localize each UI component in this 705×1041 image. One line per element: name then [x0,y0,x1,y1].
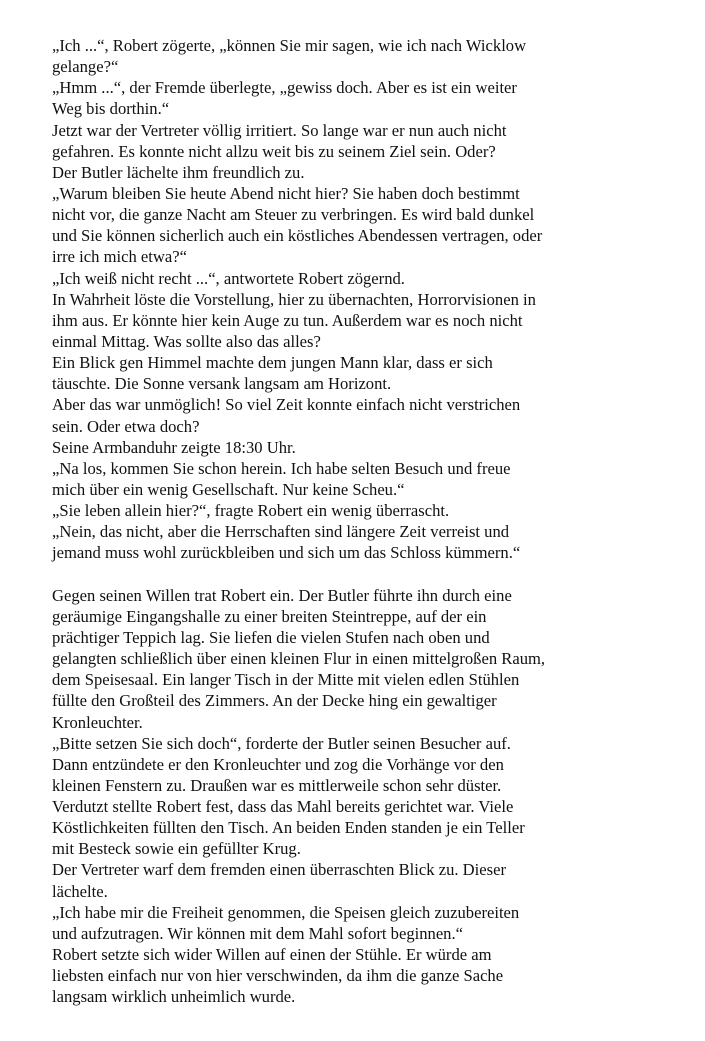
text-line: lächelte. [52,881,108,901]
text-line: Gegen seinen Willen trat Robert ein. Der Butler führte ihn durch eine [52,585,512,605]
text-line: Weg bis dorthin.“ [52,99,170,119]
text-line: langsam wirklich unheimlich wurde. [52,987,296,1007]
text-line: „Warum bleiben Sie heute Abend nicht hier? Sie haben doch bestimmt [52,183,520,203]
text-line: sein. Oder etwa doch? [52,416,200,436]
text-line: gelange?“ [52,57,119,77]
text-line: ihm aus. Er könnte hier kein Auge zu tun. Außerdem war es noch nicht [52,310,523,330]
text-line: Ein Blick gen Himmel machte dem jungen Mann klar, dass er sich [52,353,493,373]
text-line: „Ich ...“, Robert zögerte, „können Sie mir sagen, wie ich nach Wicklow [52,36,527,55]
text-line: Der Vertreter warf dem fremden einen überraschten Blick zu. Dieser [52,860,506,880]
text-line: Dann entzündete er den Kronleuchter und zog die Vorhänge vor den [52,754,504,774]
text-line: gefahren. Es konnte nicht allzu weit bis zu seinem Ziel sein. Oder? [52,141,496,161]
text-line: „Sie leben allein hier?“, fragte Robert ein wenig überrascht. [52,501,450,521]
text-line: täuschte. Die Sonne versank langsam am Horizont. [52,374,392,394]
text-line: Kronleuchter. [52,712,143,732]
text-line: mich über ein wenig Gesellschaft. Nur keine Scheu.“ [52,479,405,499]
text-line: irre ich mich etwa?“ [52,247,187,267]
text-line: Aber das war unmöglich! So viel Zeit konnte einfach nicht verstrichen [52,395,521,415]
text-line: jemand muss wohl zurückbleiben und sich um das Schloss kümmern.“ [52,543,521,563]
text-line: dem Speisesaal. Ein langer Tisch in der Mitte mit vielen edlen Stühlen [52,670,520,690]
text-line: liebsten einfach nur von hier verschwinden, da ihm die ganze Sache [52,966,504,986]
text-line: „Hmm ...“, der Fremde überlegte, „gewiss doch. Aber es ist ein weiter [52,78,517,98]
text-line: „Na los, kommen Sie schon herein. Ich habe selten Besuch und freue [52,458,511,478]
text-line: mit Besteck sowie ein gefüllter Krug. [52,839,301,859]
text-line: gelangten schließlich über einen kleinen Flur in einen mittelgroßen Raum, [52,649,546,669]
text-line: prächtiger Teppich lag. Sie liefen die vielen Stufen nach oben und [52,627,490,647]
text-line: und Sie können sicherlich auch ein köstliches Abendessen vertragen, oder [52,226,543,246]
text-line: „Ich habe mir die Freiheit genommen, die Speisen gleich zuzubereiten [52,902,520,922]
text-line: „Ich weiß nicht recht ...“, antwortete Robert zögernd. [52,268,405,288]
text-line: Seine Armbanduhr zeigte 18:30 Uhr. [52,437,296,457]
text-line: „Bitte setzen Sie sich doch“, forderte der Butler seinen Besucher auf. [52,733,511,753]
text-line: Verdutzt stellte Robert fest, dass das Mahl bereits gerichtet war. Viele [52,797,514,817]
text-line: einmal Mittag. Was sollte also das alles? [52,331,321,351]
text-line: In Wahrheit löste die Vorstellung, hier zu übernachten, Horrorvisionen in [52,289,536,309]
text-line: geräumige Eingangshalle zu einer breiten Steintreppe, auf der ein [52,606,487,626]
text-line: Der Butler lächelte ihm freundlich zu. [52,162,305,182]
story-text [52,35,692,1007]
text-line: Robert setzte sich wider Willen auf einen der Stühle. Er würde am [52,945,492,965]
text-line: und aufzutragen. Wir können mit dem Mahl sofort beginnen.“ [52,923,463,943]
paragraph-break [52,564,692,585]
text-line: Köstlichkeiten füllten den Tisch. An beiden Enden standen je ein Teller [52,818,525,838]
text-line: Jetzt war der Vertreter völlig irritiert. So lange war er nun auch nicht [52,120,507,140]
text-line: nicht vor, die ganze Nacht am Steuer zu verbringen. Es wird bald dunkel [52,205,535,225]
text-line: füllte den Großteil des Zimmers. An der Decke hing ein gewaltiger [52,691,497,711]
text-line: kleinen Fenstern zu. Draußen war es mittlerweile schon sehr düster. [52,775,502,795]
text-line: „Nein, das nicht, aber die Herrschaften sind längere Zeit verreist und [52,522,510,542]
